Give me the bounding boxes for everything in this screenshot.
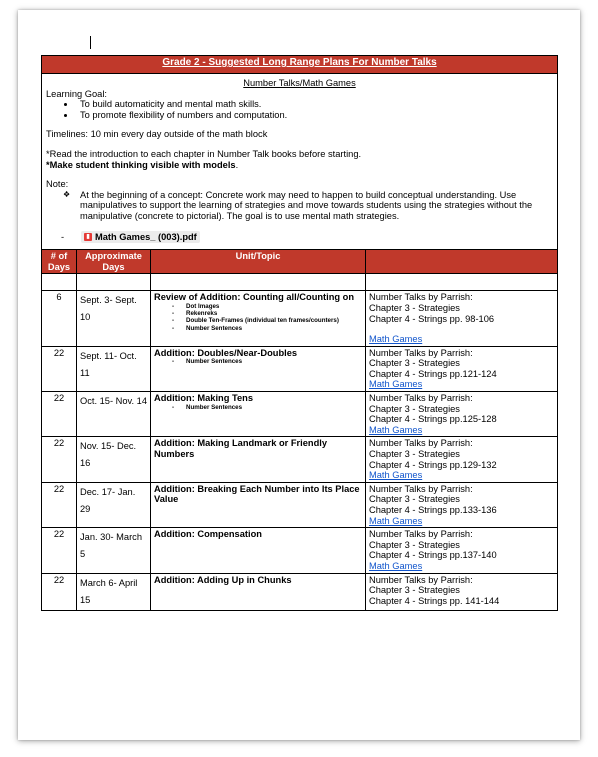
note-item: ❖ At the beginning of a concept: Concrete work may need to happen to build conceptual understanding. Use manipulatives to support the learning of strategies and move towards students using the strategies without the manipulative (concrete to pictorial). The goal is to use mental math strategies. [76,190,553,222]
approx-days-cell: Sept. 3- Sept. 10 [77,291,151,346]
topic-title: Addition: Breaking Each Number into Its Place Value [154,483,360,505]
note-list [46,190,553,222]
resource-line: Chapter 4 - Strings pp. 141-144 [369,595,500,606]
resources-cell [366,573,558,610]
sub-item: - Number Sentences [172,404,362,411]
sub-item: - Number Sentences [172,325,362,332]
resource-line: Number Talks by Parrish: [369,438,473,449]
approx-days-cell: Sept. 11- Oct. 11 [77,346,151,391]
unit-topic-cell [151,392,366,437]
table-row [42,437,558,482]
days-cell: 6 [42,291,77,346]
resource-line: Chapter 4 - Strings pp.121-124 [369,368,497,379]
days-cell: 22 [42,573,77,610]
resource-line: Number Talks by Parrish: [369,292,473,303]
resources-cell [366,528,558,573]
unit-topic-cell [151,482,366,527]
note-label: Note: [46,179,69,190]
days-cell: 22 [42,392,77,437]
math-games-link[interactable]: Math Games [369,424,423,435]
resource-line: Chapter 4 - Strings pp.133-136 [369,505,497,515]
resource-line: Chapter 3 - Strategies [369,539,460,550]
resource-line: Chapter 3 - Strategies [369,449,460,460]
resource-line: Chapter 4 - Strings pp. 98-106 [369,313,495,324]
sub-item: - Rekenreks [172,310,362,317]
unit-topic-cell [151,573,366,610]
learning-goal-item: • To build automaticity and mental math skills. [76,99,553,110]
table-header-row [42,250,558,274]
resource-line: Number Talks by Parrish: [369,393,473,404]
intro-note: *Read the introduction to each chapter in Number Talk books before starting. [46,148,362,159]
resource-line: Chapter 3 - Strategies [369,585,460,596]
sub-item: - Number Sentences [172,358,362,365]
resource-line: Chapter 3 - Strategies [369,494,460,505]
table-row [42,573,558,610]
attachment-dash: - [61,231,65,242]
unit-topic-cell [151,346,366,391]
resource-line: Chapter 3 - Strategies [369,403,460,414]
learning-goal-label: Learning Goal: [46,88,107,99]
thinking-note: *Make student thinking visible with models. [46,159,239,170]
timelines-text: Timelines: 10 min every day outside of the math block [46,129,268,140]
topic-title: Addition: Doubles/Near-Doubles [154,347,298,358]
approx-days-cell: Nov. 15- Dec. 16 [77,437,151,482]
text-cursor [90,36,91,49]
resources-cell [366,437,558,482]
approx-days-cell: Dec. 17- Jan. 29 [77,482,151,527]
header-approx-days: Approximate Days [77,250,151,274]
sub-item-list [154,358,362,365]
attachment-line [46,231,553,244]
section-subtitle: Number Talks/Math Games [243,78,356,88]
learning-goal-item: • To promote flexibility of numbers and computation. [76,110,553,121]
resource-line: Number Talks by Parrish: [369,574,473,585]
days-cell: 22 [42,482,77,527]
unit-topic-cell [151,437,366,482]
pdf-attachment-chip[interactable] [81,231,200,244]
topic-title: Addition: Adding Up in Chunks [154,574,292,585]
math-games-link[interactable]: Math Games [369,560,423,571]
sub-item: - Double Ten-Frames (individual ten frames/counters) [172,317,362,324]
resources-cell [366,346,558,391]
math-games-link[interactable]: Math Games [369,334,423,345]
table-row [42,346,558,391]
sub-item: - Dot Images [172,303,362,310]
topic-title: Addition: Compensation [154,529,262,540]
resource-line: Number Talks by Parrish: [369,529,473,540]
resources-cell [366,291,558,346]
days-cell: 22 [42,346,77,391]
approx-days-cell: March 6- April 15 [77,573,151,610]
table-row [42,291,558,346]
unit-topic-cell [151,528,366,573]
resource-line: Chapter 3 - Strategies [369,358,460,369]
topic-title: Review of Addition: Counting all/Counting on [154,292,355,303]
unit-topic-cell [151,291,366,346]
plan-table [41,55,558,611]
resource-line: Chapter 4 - Strings pp.129-132 [369,459,497,470]
approx-days-cell: Oct. 15- Nov. 14 [77,392,151,437]
thinking-note-bold: *Make student thinking visible with models [46,159,236,170]
header-unit-topic: Unit/Topic [151,250,366,274]
resource-line: Number Talks by Parrish: [369,483,473,494]
resource-line: Number Talks by Parrish: [369,347,473,358]
intro-section [42,74,558,250]
header-days: # of Days [42,250,77,274]
table-row [42,392,558,437]
attachment-name: Math Games_ (003).pdf [95,231,197,242]
table-row [42,482,558,527]
days-cell: 22 [42,528,77,573]
resource-line: Chapter 3 - Strategies [369,302,460,313]
math-games-link[interactable]: Math Games [369,515,423,526]
table-row [42,528,558,573]
sub-item-list [154,404,362,411]
approx-days-cell: Jan. 30- March 5 [77,528,151,573]
resources-cell [366,482,558,527]
topic-title: Addition: Making Tens [154,393,253,404]
learning-goal-list [46,99,553,120]
math-games-link[interactable]: Math Games [369,379,423,390]
pdf-icon: ▮ [84,233,92,241]
resources-cell [366,392,558,437]
topic-title: Addition: Making Landmark or Friendly Numbers [154,438,328,460]
document-title: Grade 2 - Suggested Long Range Plans For Number Talks [42,56,558,74]
table-body [42,291,558,610]
blank-row [42,274,558,291]
math-games-link[interactable]: Math Games [369,470,423,481]
resource-line: Chapter 4 - Strings pp.125-128 [369,414,497,425]
resource-line: Chapter 4 - Strings pp.137-140 [369,550,497,561]
header-resources [366,250,558,274]
sub-item-list [154,303,362,332]
days-cell: 22 [42,437,77,482]
